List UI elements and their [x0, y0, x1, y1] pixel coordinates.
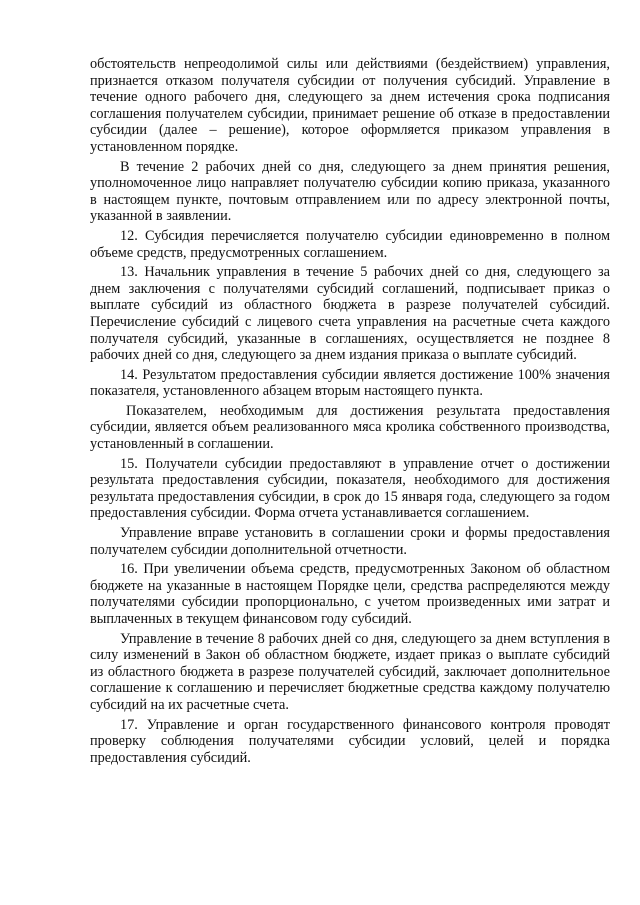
paragraph-item-13: 13. Начальник управления в течение 5 рабочих дней со дня, следующего за днем заключения с получателями субсидий соглашений, подписывает приказ о выплате субсидий из областного бюджета в разрезе получателей субсидий. Перечисление субсидий с лицевого счета управления на расчетные счета каждого получателя субсидий, указанные в соглашениях, осуществляется не позднее 8 рабочих дней со дня, следующего за днем издания приказа о выплате субсидий. — [90, 264, 610, 364]
paragraph-indicator: Показателем, необходимым для достижения результата предоставления субсидии, является объем реализованного мяса кролика собственного производства, установленный в соглашении. — [90, 402, 610, 453]
paragraph-item-17: 17. Управление и орган государственного финансового контроля проводят проверку соблюдения получателями субсидии условий, целей и порядка предоставления субсидий. — [90, 716, 610, 766]
paragraph-budget-changes: Управление в течение 8 рабочих дней со дня, следующего за днем вступления в силу изменений в Закон об областном бюджете, издает приказ о выплате субсидий из областного бюджета в разрезе получателей субсидий, заключает дополнительное соглашение к соглашению и перечисляет бюджетные средства каждому получателю субсидий на их расчетные счета. — [90, 630, 610, 713]
paragraph-item-12: 12. Субсидия перечисляется получателю субсидии единовременно в полном объеме средств, предусмотренных соглашением. — [90, 227, 610, 261]
paragraph-item-16: 16. При увеличении объема средств, предусмотренных Законом об областном бюджете на указанные в настоящем Порядке цели, средства распределяются между получателями субсидии пропорционально, с учетом произведенных ими затрат и выплаченных в текущем финансовом году субсидий. — [90, 561, 610, 627]
paragraph-item-14: 14. Результатом предоставления субсидии является достижение 100% значения показателя, установленного абзацем вторым настоящего пункта. — [90, 366, 610, 400]
paragraph-additional-reporting: Управление вправе установить в соглашении сроки и формы предоставления получателем субсидии дополнительной отчетности. — [90, 525, 610, 558]
document-page — [90, 56, 610, 769]
paragraph-notice-copy: В течение 2 рабочих дней со дня, следующего за днем принятия решения, уполномоченное лицо направляет получателю субсидии копию приказа, указанного в настоящем пункте, почтовым отправлением или по адресу электронной почты, указанной в заявлении. — [90, 158, 610, 225]
paragraph-item-15: 15. Получатели субсидии предоставляют в управление отчет о достижении результата предоставления субсидии, показателя, необходимого для достижения результата предоставления субсидии, в срок до 15 января года, следующего за годом предоставления субсидии. Форма отчета устанавливается соглашением. — [90, 455, 610, 522]
paragraph-continuation: обстоятельств непреодолимой силы или действиями (бездействием) управления, признается отказом получателя субсидии от получения субсидий. Управление в течение одного рабочего дня, следующего за днем истечения срока подписания соглашения получателем субсидии, принимает решение об отказе в предоставлении субсидии (далее – решение), которое оформляется приказом управления в установленном порядке. — [90, 56, 610, 155]
